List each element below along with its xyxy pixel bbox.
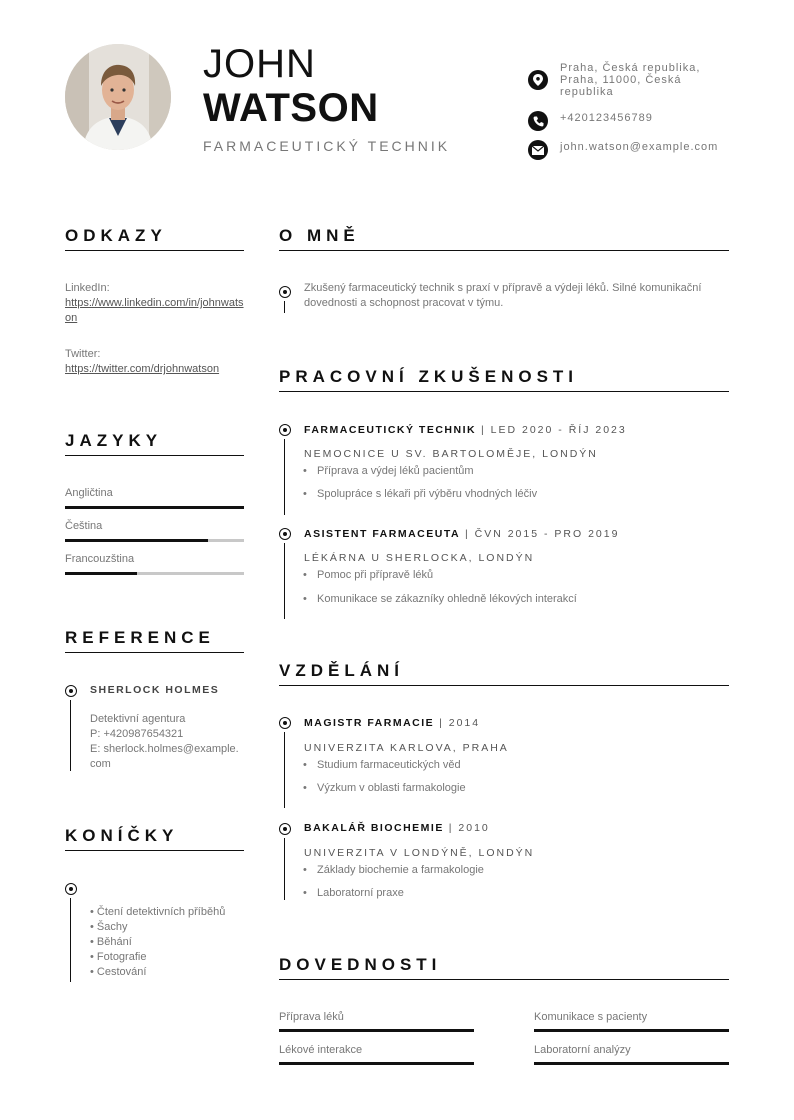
skills-heading: DOVEDNOSTI bbox=[279, 955, 442, 974]
twitter-label: Twitter: bbox=[65, 348, 101, 360]
language-name: Francouzština bbox=[65, 553, 135, 565]
education-title: BAKALÁŘ BIOCHEMIE | 2010 bbox=[304, 822, 490, 834]
skill-bar bbox=[534, 1029, 729, 1032]
language-level-fill bbox=[65, 506, 244, 509]
language-level-bar bbox=[65, 539, 244, 542]
location-icon bbox=[528, 70, 548, 90]
language-level-bar bbox=[65, 506, 244, 509]
email-text: john.watson@example.com bbox=[560, 141, 719, 153]
education-bullet: • Laboratorní praxe bbox=[317, 887, 404, 899]
timeline-line bbox=[284, 543, 285, 619]
contact-address bbox=[528, 62, 728, 98]
skill-bar bbox=[279, 1029, 474, 1032]
linkedin-link[interactable]: https://www.linkedin.com/in/johnwatson bbox=[65, 297, 244, 324]
skill-name: Příprava léků bbox=[279, 1011, 344, 1023]
job-bullet: • Spolupráce s lékaři při výběru vhodných léčiv bbox=[317, 488, 537, 500]
reference-company: Detektivní agentura bbox=[90, 713, 186, 725]
address-text: Praha, Česká republika, Praha, 11000, Česká republika bbox=[560, 62, 701, 98]
hobby-item: • Běhání bbox=[90, 936, 132, 948]
timeline-dot-icon bbox=[279, 528, 291, 540]
linkedin-label: LinkedIn: bbox=[65, 282, 110, 294]
job-organization: LÉKÁRNA U SHERLOCKA, LONDÝN bbox=[304, 552, 535, 564]
education-school: UNIVERZITA V LONDÝNĚ, LONDÝN bbox=[304, 847, 535, 859]
timeline-line bbox=[284, 439, 285, 515]
education-heading: VZDĚLÁNÍ bbox=[279, 661, 404, 680]
reference-email: E: sherlock.holmes@example.com bbox=[90, 743, 239, 770]
contact-phone bbox=[528, 111, 728, 131]
education-title: MAGISTR FARMACIE | 2014 bbox=[304, 717, 481, 729]
timeline-dot-icon bbox=[279, 424, 291, 436]
hobbies-list bbox=[90, 905, 225, 980]
job-title: ASISTENT FARMACEUTA | ČVN 2015 - PRO 2019 bbox=[304, 528, 620, 540]
linkedin-block bbox=[65, 281, 245, 326]
timeline-line bbox=[284, 838, 285, 900]
education-bullet: • Studium farmaceutických věd bbox=[317, 759, 461, 771]
timeline-line bbox=[284, 301, 285, 313]
references-heading: REFERENCE bbox=[65, 628, 215, 647]
timeline-line bbox=[284, 732, 285, 808]
timeline-dot-icon bbox=[65, 883, 77, 895]
links-heading: ODKAZY bbox=[65, 226, 167, 245]
job-bullet: • Příprava a výdej léků pacientům bbox=[317, 465, 474, 477]
education-school: UNIVERZITA KARLOVA, PRAHA bbox=[304, 742, 509, 754]
twitter-block bbox=[65, 347, 245, 377]
hobbies-rule bbox=[65, 850, 244, 851]
reference-details bbox=[90, 712, 242, 772]
about-rule bbox=[279, 250, 729, 251]
languages-rule bbox=[65, 455, 244, 456]
email-icon bbox=[528, 140, 548, 160]
skill-name: Lékové interakce bbox=[279, 1044, 363, 1056]
hobby-item: • Šachy bbox=[90, 921, 128, 933]
job-bullet: • Komunikace se zákazníky ohledně lékových interakcí bbox=[317, 593, 577, 605]
timeline-line bbox=[70, 898, 71, 982]
timeline-line bbox=[70, 700, 71, 771]
job-organization: NEMOCNICE U SV. BARTOLOMĚJE, LONDÝN bbox=[304, 448, 598, 460]
first-name: JOHN bbox=[203, 42, 316, 86]
skill-bar bbox=[279, 1062, 474, 1065]
language-name: Angličtina bbox=[65, 487, 113, 499]
languages-heading: JAZYKY bbox=[65, 431, 163, 450]
job-title: FARMACEUTICKÝ TECHNIK | LED 2020 - ŘÍJ 2023 bbox=[304, 424, 627, 436]
job-date: LED 2020 - ŘÍJ 2023 bbox=[490, 424, 627, 436]
phone-icon bbox=[528, 111, 548, 131]
last-name: WATSON bbox=[203, 86, 379, 130]
skill-name: Komunikace s pacienty bbox=[534, 1011, 648, 1023]
job-date: ČVN 2015 - PRO 2019 bbox=[474, 528, 620, 540]
references-rule bbox=[65, 652, 244, 653]
timeline-dot-icon bbox=[279, 717, 291, 729]
hobby-item: • Čtení detektivních příběhů bbox=[90, 906, 226, 918]
hobby-item: • Fotografie bbox=[90, 951, 147, 963]
education-year: 2014 bbox=[448, 717, 481, 729]
twitter-link[interactable]: https://twitter.com/drjohnwatson bbox=[65, 363, 220, 375]
experience-heading: PRACOVNÍ ZKUŠENOSTI bbox=[279, 367, 579, 386]
language-level-bar bbox=[65, 572, 244, 575]
education-bullet: • Výzkum v oblasti farmakologie bbox=[317, 782, 466, 794]
experience-rule bbox=[279, 391, 729, 392]
language-level-fill bbox=[65, 539, 208, 542]
job-role: FARMACEUTICKÝ TECHNIK bbox=[203, 138, 451, 154]
hobby-item: • Cestování bbox=[90, 966, 147, 978]
contact-email bbox=[528, 140, 728, 160]
language-level-fill bbox=[65, 572, 137, 575]
phone-text: +420123456789 bbox=[560, 112, 653, 124]
links-rule bbox=[65, 250, 244, 251]
timeline-dot-icon bbox=[279, 823, 291, 835]
about-heading: O MNĚ bbox=[279, 226, 360, 245]
reference-phone: P: +420987654321 bbox=[90, 728, 184, 740]
skill-bar bbox=[534, 1062, 729, 1065]
about-text: Zkušený farmaceutický technik s praxí v přípravě a výdeji léků. Silné komunikační dovednosti a schopnost pracovat v týmu. bbox=[304, 282, 702, 309]
education-bullet: • Základy biochemie a farmakologie bbox=[317, 864, 484, 876]
skills-rule bbox=[279, 979, 729, 980]
profile-photo bbox=[65, 44, 171, 150]
job-bullet: • Pomoc při přípravě léků bbox=[317, 569, 433, 581]
skill-name: Laboratorní analýzy bbox=[534, 1044, 631, 1056]
timeline-dot-icon bbox=[65, 685, 77, 697]
reference-name: SHERLOCK HOLMES bbox=[90, 684, 220, 696]
language-name: Čeština bbox=[65, 520, 103, 532]
education-year: 2010 bbox=[458, 822, 490, 834]
hobbies-heading: KONÍČKY bbox=[65, 826, 179, 845]
timeline-dot-icon bbox=[279, 286, 291, 298]
education-rule bbox=[279, 685, 729, 686]
